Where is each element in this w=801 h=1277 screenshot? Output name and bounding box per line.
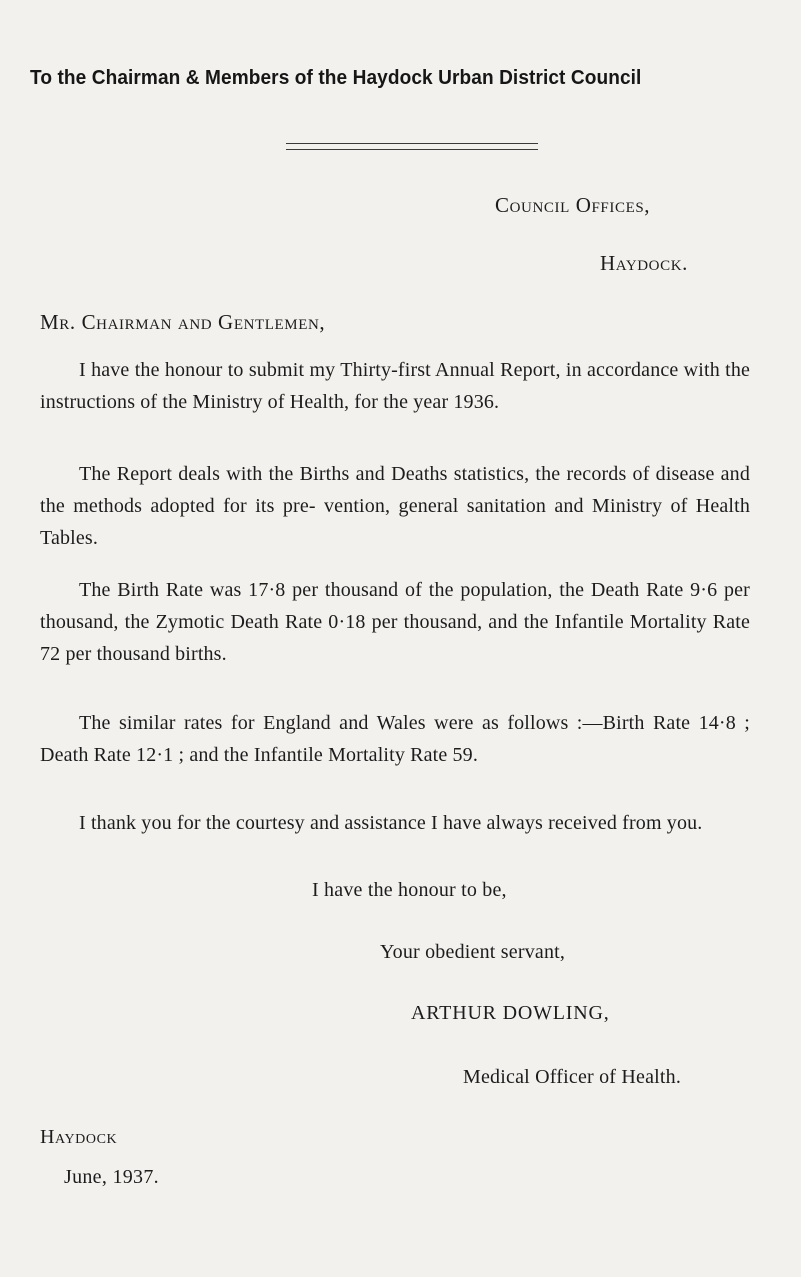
salutation: Mr. Chairman and Gentlemen,: [40, 310, 326, 334]
footer-place: Haydock: [40, 1126, 118, 1148]
double-rule-top: [286, 143, 538, 144]
address-line-2: Haydock.: [600, 251, 689, 275]
signatory-title: Medical Officer of Health.: [463, 1066, 682, 1088]
paragraph-thanks: I thank you for the courtesy and assistance I have always received from you.: [79, 812, 703, 834]
paragraph-contents: The Report deals with the Births and Deaths statistics, the records of disease and the methods adopted for its pre- vention, general sanitation and Ministry of Health Tables.: [40, 463, 750, 549]
footer-date: June, 1937.: [64, 1166, 159, 1188]
address-line-1: Council Offices,: [495, 193, 651, 217]
paragraph-intro: I have the honour to submit my Thirty-first Annual Report, in accordance with the instructions of the Ministry of Health, for the year 1936.: [40, 359, 750, 413]
letter-heading: To the Chairman & Members of the Haydock Urban District Council: [30, 66, 642, 89]
signatory-name: ARTHUR DOWLING,: [411, 1002, 610, 1024]
closing-line-1: I have the honour to be,: [312, 879, 507, 901]
closing-line-2: Your obedient servant,: [380, 941, 566, 963]
paragraph-comparison: The similar rates for England and Wales were as follows :—Birth Rate 14·8 ; Death Rate 12·1 ; and the Infantile Mortality Rate 59.: [40, 712, 750, 766]
paragraph-rates: The Birth Rate was 17·8 per thousand of the population, the Death Rate 9·6 per thousand, the Zymotic Death Rate 0·18 per thousand, and the Infantile Mortality Rate 72 per thousand births.: [40, 579, 750, 665]
double-rule-bottom: [286, 149, 538, 150]
